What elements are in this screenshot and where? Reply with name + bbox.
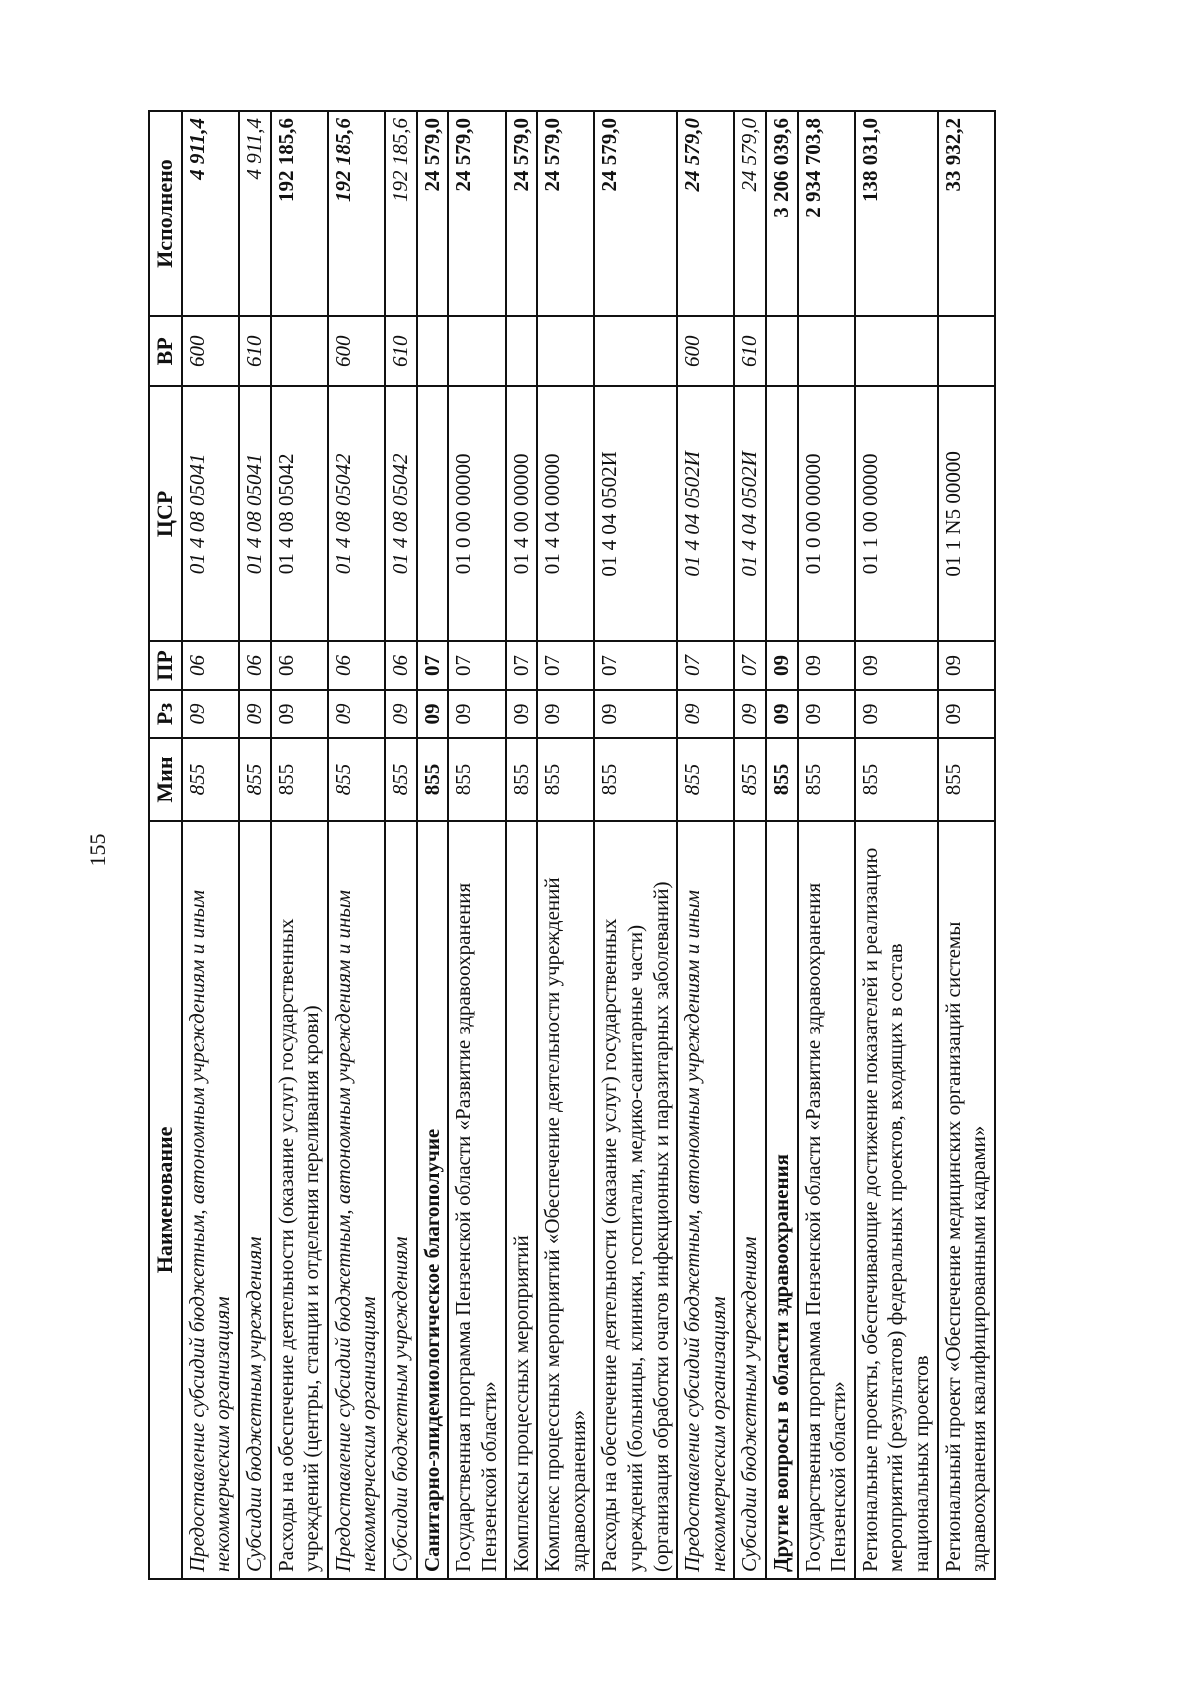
cell-min: 855 <box>677 738 734 820</box>
cell-vr <box>448 316 505 386</box>
cell-rz: 09 <box>537 690 594 739</box>
cell-executed: 192 185,6 <box>328 111 385 316</box>
header-csr: ЦСР <box>149 386 182 641</box>
cell-vr <box>271 316 328 386</box>
cell-name: Предоставление субсидий бюджетным, автономным учреждениям и иным некоммерческим организациям <box>677 821 734 1579</box>
cell-pr: 07 <box>448 641 505 690</box>
cell-vr: 600 <box>677 316 734 386</box>
table-row <box>417 111 449 1579</box>
cell-min: 855 <box>537 738 594 820</box>
cell-csr: 01 4 08 05041 <box>239 386 271 641</box>
cell-vr: 610 <box>734 316 766 386</box>
cell-executed: 4 911,4 <box>182 111 239 316</box>
cell-rz: 09 <box>798 690 855 739</box>
cell-executed: 24 579,0 <box>677 111 734 316</box>
cell-vr: 610 <box>385 316 417 386</box>
table-row <box>271 111 328 1579</box>
cell-min: 855 <box>594 738 677 820</box>
table-row <box>677 111 734 1579</box>
cell-pr: 06 <box>182 641 239 690</box>
cell-pr: 06 <box>385 641 417 690</box>
page-number: 155 <box>85 833 110 867</box>
cell-pr: 07 <box>734 641 766 690</box>
cell-rz: 09 <box>766 690 798 739</box>
cell-vr <box>855 316 938 386</box>
cell-rz: 09 <box>506 690 538 739</box>
cell-name: Предоставление субсидий бюджетным, автономным учреждениям и иным некоммерческим организациям <box>328 821 385 1579</box>
cell-min: 855 <box>506 738 538 820</box>
cell-vr: 600 <box>328 316 385 386</box>
cell-name: Комплексы процессных мероприятий <box>506 821 538 1579</box>
cell-csr: 01 4 08 05042 <box>271 386 328 641</box>
cell-min: 855 <box>734 738 766 820</box>
cell-rz: 09 <box>677 690 734 739</box>
cell-rz: 09 <box>594 690 677 739</box>
budget-table <box>148 110 996 1580</box>
cell-csr: 01 4 08 05042 <box>328 386 385 641</box>
cell-csr: 01 1 N5 00000 <box>938 386 995 641</box>
cell-pr: 07 <box>537 641 594 690</box>
cell-csr: 01 4 04 0502И <box>734 386 766 641</box>
cell-min: 855 <box>239 738 271 820</box>
cell-csr: 01 1 00 00000 <box>855 386 938 641</box>
table-row <box>766 111 798 1579</box>
cell-name: Региональный проект «Обеспечение медицинских организаций системы здравоохранения квалифицированными кадрами» <box>938 821 995 1579</box>
table-row <box>239 111 271 1579</box>
cell-pr: 09 <box>938 641 995 690</box>
cell-min: 855 <box>182 738 239 820</box>
cell-executed: 24 579,0 <box>506 111 538 316</box>
table-row <box>798 111 855 1579</box>
header-executed: Исполнено <box>149 111 182 316</box>
cell-name: Предоставление субсидий бюджетным, автономным учреждениям и иным некоммерческим организациям <box>182 821 239 1579</box>
table-row <box>328 111 385 1579</box>
cell-min: 855 <box>448 738 505 820</box>
cell-rz: 09 <box>734 690 766 739</box>
cell-rz: 09 <box>448 690 505 739</box>
cell-pr: 09 <box>766 641 798 690</box>
cell-vr <box>594 316 677 386</box>
cell-executed: 33 932,2 <box>938 111 995 316</box>
header-rz: Рз <box>149 690 182 739</box>
cell-executed: 24 579,0 <box>448 111 505 316</box>
cell-name: Санитарно-эпидемиологическое благополучие <box>417 821 449 1579</box>
cell-executed: 192 185,6 <box>385 111 417 316</box>
cell-vr <box>766 316 798 386</box>
cell-name: Субсидии бюджетным учреждениям <box>385 821 417 1579</box>
cell-executed: 24 579,0 <box>734 111 766 316</box>
header-name: Наименование <box>149 821 182 1579</box>
cell-min: 855 <box>766 738 798 820</box>
table-row <box>537 111 594 1579</box>
cell-csr: 01 4 04 00000 <box>537 386 594 641</box>
cell-min: 855 <box>328 738 385 820</box>
cell-pr: 07 <box>677 641 734 690</box>
cell-name: Государственная программа Пензенской области «Развитие здравоохранения Пензенской области» <box>798 821 855 1579</box>
header-pr: ПР <box>149 641 182 690</box>
cell-min: 855 <box>271 738 328 820</box>
cell-rz: 09 <box>239 690 271 739</box>
cell-pr: 07 <box>506 641 538 690</box>
cell-vr <box>798 316 855 386</box>
cell-rz: 09 <box>385 690 417 739</box>
cell-min: 855 <box>798 738 855 820</box>
cell-pr: 07 <box>417 641 449 690</box>
cell-min: 855 <box>938 738 995 820</box>
table-row <box>734 111 766 1579</box>
cell-vr: 610 <box>239 316 271 386</box>
cell-name: Субсидии бюджетным учреждениям <box>239 821 271 1579</box>
cell-csr: 01 4 04 0502И <box>594 386 677 641</box>
table-row <box>506 111 538 1579</box>
cell-csr <box>766 386 798 641</box>
rotated-table-container <box>148 110 991 1580</box>
cell-rz: 09 <box>417 690 449 739</box>
cell-min: 855 <box>385 738 417 820</box>
cell-executed: 24 579,0 <box>417 111 449 316</box>
table-row <box>594 111 677 1579</box>
cell-pr: 06 <box>328 641 385 690</box>
cell-rz: 09 <box>182 690 239 739</box>
cell-csr: 01 0 00 00000 <box>448 386 505 641</box>
cell-pr: 09 <box>855 641 938 690</box>
cell-csr: 01 4 08 05041 <box>182 386 239 641</box>
cell-vr <box>938 316 995 386</box>
cell-csr: 01 0 00 00000 <box>798 386 855 641</box>
table-row <box>855 111 938 1579</box>
table-row <box>182 111 239 1579</box>
cell-rz: 09 <box>938 690 995 739</box>
cell-executed: 138 031,0 <box>855 111 938 316</box>
cell-csr <box>417 386 449 641</box>
cell-pr: 09 <box>798 641 855 690</box>
cell-pr: 06 <box>271 641 328 690</box>
table-row <box>448 111 505 1579</box>
cell-name: Государственная программа Пензенской области «Развитие здравоохранения Пензенской области» <box>448 821 505 1579</box>
header-min: Мин <box>149 738 182 820</box>
cell-min: 855 <box>417 738 449 820</box>
cell-executed: 24 579,0 <box>537 111 594 316</box>
cell-name: Комплекс процессных мероприятий «Обеспечение деятельности учреждений здравоохранения» <box>537 821 594 1579</box>
cell-rz: 09 <box>271 690 328 739</box>
cell-rz: 09 <box>855 690 938 739</box>
cell-name: Другие вопросы в области здравоохранения <box>766 821 798 1579</box>
cell-vr: 600 <box>182 316 239 386</box>
cell-csr: 01 4 08 05042 <box>385 386 417 641</box>
cell-name: Субсидии бюджетным учреждениям <box>734 821 766 1579</box>
cell-csr: 01 4 00 00000 <box>506 386 538 641</box>
table-row <box>385 111 417 1579</box>
table-row <box>938 111 995 1579</box>
cell-vr <box>506 316 538 386</box>
cell-min: 855 <box>855 738 938 820</box>
cell-executed: 4 911,4 <box>239 111 271 316</box>
cell-name: Расходы на обеспечение деятельности (оказание услуг) государственных учреждений (центры, станции и отделения переливания крови) <box>271 821 328 1579</box>
cell-executed: 2 934 703,8 <box>798 111 855 316</box>
cell-vr <box>537 316 594 386</box>
cell-executed: 192 185,6 <box>271 111 328 316</box>
cell-csr: 01 4 04 0502И <box>677 386 734 641</box>
cell-pr: 06 <box>239 641 271 690</box>
cell-executed: 24 579,0 <box>594 111 677 316</box>
cell-executed: 3 206 039,6 <box>766 111 798 316</box>
table-header-row <box>149 111 182 1579</box>
cell-pr: 07 <box>594 641 677 690</box>
header-vr: ВР <box>149 316 182 386</box>
cell-name: Расходы на обеспечение деятельности (оказание услуг) государственных учреждений (больницы, клиники, госпитали, медико-санитарные части) (организация обработки очагов инфекционных и паразитарных заболеваний) <box>594 821 677 1579</box>
cell-name: Региональные проекты, обеспечивающие достижение показателей и реализацию мероприятий (результатов) федеральных проектов, входящих в состав национальных проектов <box>855 821 938 1579</box>
cell-vr <box>417 316 449 386</box>
cell-rz: 09 <box>328 690 385 739</box>
